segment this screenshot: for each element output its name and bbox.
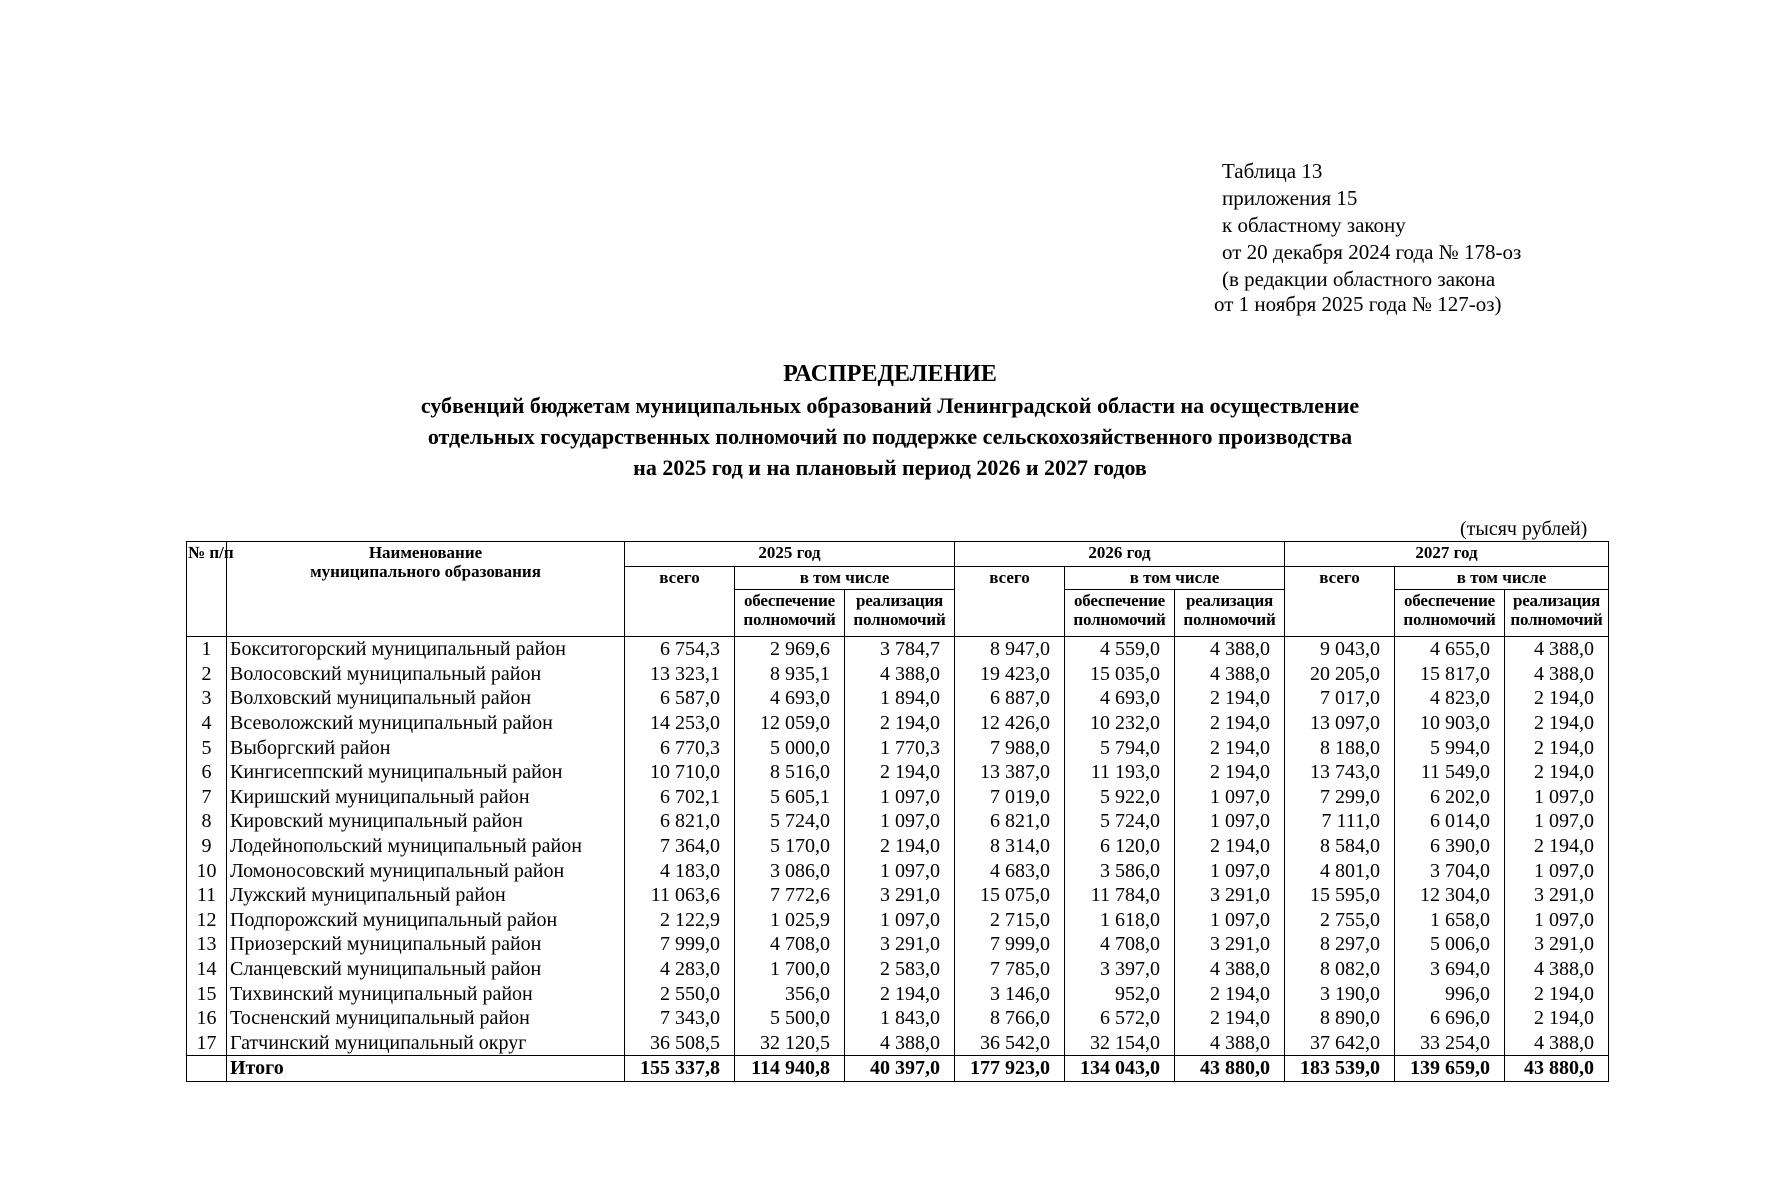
value-cell: 11 193,0 — [1065, 760, 1175, 785]
value-cell: 2 550,0 — [625, 981, 735, 1006]
header-support: обеспечение полномочий — [735, 590, 845, 637]
value-cell: 8 314,0 — [955, 834, 1065, 859]
header-realization: реализация полномочий — [1175, 590, 1285, 637]
header-year: 2026 год — [955, 542, 1285, 567]
value-cell: 1 770,3 — [845, 735, 955, 760]
total-value-cell: 155 337,8 — [625, 1056, 735, 1082]
document-title — [0, 358, 1780, 483]
value-cell: 7 111,0 — [1285, 809, 1395, 834]
header-including: в том числе — [1065, 567, 1285, 590]
value-cell: 8 935,1 — [735, 662, 845, 687]
value-cell: 6 754,3 — [625, 637, 735, 662]
value-cell: 1 097,0 — [1175, 809, 1285, 834]
total-num-cell — [187, 1056, 227, 1082]
value-cell: 6 014,0 — [1395, 809, 1505, 834]
municipality-name: Кировский муниципальный район — [227, 809, 625, 834]
header-realization: реализация полномочий — [1505, 590, 1609, 637]
value-cell: 8 082,0 — [1285, 957, 1395, 982]
table-body — [187, 637, 1609, 1082]
row-number: 2 — [187, 662, 227, 687]
value-cell: 1 700,0 — [735, 957, 845, 982]
value-cell: 36 542,0 — [955, 1031, 1065, 1056]
value-cell: 4 388,0 — [1175, 1031, 1285, 1056]
row-number: 17 — [187, 1031, 227, 1056]
value-cell: 4 388,0 — [1175, 957, 1285, 982]
municipality-name: Тихвинский муниципальный район — [227, 981, 625, 1006]
value-cell: 15 595,0 — [1285, 883, 1395, 908]
value-cell: 32 120,5 — [735, 1031, 845, 1056]
value-cell: 5 605,1 — [735, 785, 845, 810]
value-cell: 19 423,0 — [955, 662, 1065, 687]
value-cell: 2 194,0 — [845, 834, 955, 859]
units-note: (тысяч рублей) — [1460, 518, 1588, 540]
value-cell: 3 086,0 — [735, 858, 845, 883]
value-cell: 1 097,0 — [845, 785, 955, 810]
value-cell: 2 194,0 — [1175, 711, 1285, 736]
total-value-cell: 134 043,0 — [1065, 1056, 1175, 1082]
value-cell: 4 801,0 — [1285, 858, 1395, 883]
header-support: обеспечение полномочий — [1065, 590, 1175, 637]
value-cell: 6 572,0 — [1065, 1006, 1175, 1031]
table-row — [187, 809, 1609, 834]
value-cell: 1 097,0 — [845, 809, 955, 834]
value-cell: 4 823,0 — [1395, 686, 1505, 711]
row-number: 14 — [187, 957, 227, 982]
value-cell: 13 323,1 — [625, 662, 735, 687]
attachment-line: приложения 15 — [1222, 186, 1358, 210]
value-cell: 2 194,0 — [1175, 1006, 1285, 1031]
municipality-name: Бокситогорский муниципальный район — [227, 637, 625, 662]
value-cell: 4 655,0 — [1395, 637, 1505, 662]
header-year: 2025 год — [625, 542, 955, 567]
total-value-cell: 177 923,0 — [955, 1056, 1065, 1082]
value-cell: 15 035,0 — [1065, 662, 1175, 687]
value-cell: 2 583,0 — [845, 957, 955, 982]
value-cell: 9 043,0 — [1285, 637, 1395, 662]
row-number: 10 — [187, 858, 227, 883]
value-cell: 1 618,0 — [1065, 908, 1175, 933]
table-row — [187, 1006, 1609, 1031]
value-cell: 5 724,0 — [735, 809, 845, 834]
value-cell: 5 500,0 — [735, 1006, 845, 1031]
distribution-table — [186, 541, 1609, 1082]
row-number: 5 — [187, 735, 227, 760]
value-cell: 3 146,0 — [955, 981, 1065, 1006]
header-year: 2027 год — [1285, 542, 1609, 567]
table-row — [187, 1031, 1609, 1056]
value-cell: 20 205,0 — [1285, 662, 1395, 687]
value-cell: 2 194,0 — [1175, 686, 1285, 711]
total-value-cell: 40 397,0 — [845, 1056, 955, 1082]
value-cell: 6 770,3 — [625, 735, 735, 760]
header-realization: реализация полномочий — [845, 590, 955, 637]
header-total: всего — [955, 567, 1065, 637]
value-cell: 7 772,6 — [735, 883, 845, 908]
value-cell: 6 120,0 — [1065, 834, 1175, 859]
value-cell: 8 188,0 — [1285, 735, 1395, 760]
value-cell: 4 388,0 — [1175, 662, 1285, 687]
value-cell: 10 232,0 — [1065, 711, 1175, 736]
value-cell: 12 304,0 — [1395, 883, 1505, 908]
value-cell: 3 291,0 — [845, 932, 955, 957]
row-number: 8 — [187, 809, 227, 834]
value-cell: 13 743,0 — [1285, 760, 1395, 785]
value-cell: 5 922,0 — [1065, 785, 1175, 810]
value-cell: 2 969,6 — [735, 637, 845, 662]
value-cell: 3 190,0 — [1285, 981, 1395, 1006]
value-cell: 13 097,0 — [1285, 711, 1395, 736]
total-row — [187, 1056, 1609, 1082]
value-cell: 1 097,0 — [1505, 809, 1609, 834]
value-cell: 4 693,0 — [735, 686, 845, 711]
value-cell: 1 843,0 — [845, 1006, 955, 1031]
value-cell: 3 291,0 — [1505, 883, 1609, 908]
attachment-note — [1214, 158, 1522, 316]
row-number: 12 — [187, 908, 227, 933]
municipality-name: Сланцевский муниципальный район — [227, 957, 625, 982]
value-cell: 7 019,0 — [955, 785, 1065, 810]
value-cell: 2 194,0 — [845, 760, 955, 785]
value-cell: 3 291,0 — [1175, 883, 1285, 908]
value-cell: 4 388,0 — [1505, 662, 1609, 687]
attachment-line: (в редакции областного закона — [1222, 267, 1496, 291]
value-cell: 5 170,0 — [735, 834, 845, 859]
value-cell: 996,0 — [1395, 981, 1505, 1006]
value-cell: 8 890,0 — [1285, 1006, 1395, 1031]
value-cell: 7 999,0 — [625, 932, 735, 957]
table-row — [187, 908, 1609, 933]
value-cell: 3 291,0 — [1175, 932, 1285, 957]
value-cell: 1 097,0 — [1505, 858, 1609, 883]
value-cell: 4 388,0 — [845, 662, 955, 687]
value-cell: 1 658,0 — [1395, 908, 1505, 933]
value-cell: 6 821,0 — [625, 809, 735, 834]
value-cell: 15 075,0 — [955, 883, 1065, 908]
attachment-line: Таблица 13 — [1222, 159, 1323, 183]
value-cell: 3 397,0 — [1065, 957, 1175, 982]
value-cell: 2 194,0 — [1175, 834, 1285, 859]
value-cell: 14 253,0 — [625, 711, 735, 736]
value-cell: 4 693,0 — [1065, 686, 1175, 711]
value-cell: 4 559,0 — [1065, 637, 1175, 662]
value-cell: 3 694,0 — [1395, 957, 1505, 982]
municipality-name: Гатчинский муниципальный округ — [227, 1031, 625, 1056]
attachment-line: от 1 ноября 2025 года № 127-оз) — [1214, 292, 1502, 316]
value-cell: 3 784,7 — [845, 637, 955, 662]
total-value-cell: 43 880,0 — [1175, 1056, 1285, 1082]
table-row — [187, 735, 1609, 760]
municipality-name: Подпорожский муниципальный район — [227, 908, 625, 933]
value-cell: 4 388,0 — [1505, 1031, 1609, 1056]
table-row — [187, 858, 1609, 883]
table-row — [187, 932, 1609, 957]
table-row — [187, 981, 1609, 1006]
value-cell: 10 710,0 — [625, 760, 735, 785]
total-label: Итого — [227, 1056, 625, 1082]
value-cell: 6 887,0 — [955, 686, 1065, 711]
value-cell: 1 097,0 — [845, 908, 955, 933]
value-cell: 36 508,5 — [625, 1031, 735, 1056]
value-cell: 7 017,0 — [1285, 686, 1395, 711]
value-cell: 1 097,0 — [1175, 858, 1285, 883]
total-value-cell: 183 539,0 — [1285, 1056, 1395, 1082]
title-line: отдельных государственных полномочий по поддержке сельскохозяйственного производства — [427, 424, 1353, 449]
header-name — [227, 542, 625, 637]
value-cell: 952,0 — [1065, 981, 1175, 1006]
value-cell: 1 097,0 — [1175, 785, 1285, 810]
municipality-name: Волосовский муниципальный район — [227, 662, 625, 687]
municipality-name: Волховский муниципальный район — [227, 686, 625, 711]
row-number: 3 — [187, 686, 227, 711]
municipality-name: Приозерский муниципальный район — [227, 932, 625, 957]
municipality-name: Ломоносовский муниципальный район — [227, 858, 625, 883]
value-cell: 1 097,0 — [845, 858, 955, 883]
value-cell: 6 390,0 — [1395, 834, 1505, 859]
title-line: субвенций бюджетам муниципальных образований Ленинградской области на осуществление — [420, 393, 1360, 418]
value-cell: 6 702,1 — [625, 785, 735, 810]
value-cell: 4 708,0 — [735, 932, 845, 957]
attachment-line: от 20 декабря 2024 года № 178-оз — [1222, 240, 1522, 264]
value-cell: 7 988,0 — [955, 735, 1065, 760]
header-support: обеспечение полномочий — [1395, 590, 1505, 637]
total-value-cell: 114 940,8 — [735, 1056, 845, 1082]
municipality-name: Кингисеппский муниципальный район — [227, 760, 625, 785]
header-total: всего — [625, 567, 735, 637]
value-cell: 6 821,0 — [955, 809, 1065, 834]
value-cell: 3 704,0 — [1395, 858, 1505, 883]
value-cell: 7 299,0 — [1285, 785, 1395, 810]
value-cell: 6 696,0 — [1395, 1006, 1505, 1031]
value-cell: 2 194,0 — [1505, 981, 1609, 1006]
row-number: 9 — [187, 834, 227, 859]
value-cell: 12 426,0 — [955, 711, 1065, 736]
municipality-name: Лодейнопольский муниципальный район — [227, 834, 625, 859]
value-cell: 3 291,0 — [845, 883, 955, 908]
value-cell: 15 817,0 — [1395, 662, 1505, 687]
value-cell: 8 584,0 — [1285, 834, 1395, 859]
value-cell: 5 006,0 — [1395, 932, 1505, 957]
value-cell: 37 642,0 — [1285, 1031, 1395, 1056]
header-name-line: Наименование — [368, 543, 483, 562]
value-cell: 1 097,0 — [1505, 785, 1609, 810]
title-line: на 2025 год и на плановый период 2026 и 2027 годов — [633, 455, 1147, 480]
value-cell: 2 194,0 — [1505, 711, 1609, 736]
municipality-name: Лужский муниципальный район — [227, 883, 625, 908]
value-cell: 3 291,0 — [1505, 932, 1609, 957]
value-cell: 11 063,6 — [625, 883, 735, 908]
municipality-name: Тосненский муниципальный район — [227, 1006, 625, 1031]
value-cell: 13 387,0 — [955, 760, 1065, 785]
value-cell: 11 549,0 — [1395, 760, 1505, 785]
table-row — [187, 957, 1609, 982]
table-row — [187, 686, 1609, 711]
value-cell: 2 194,0 — [1505, 760, 1609, 785]
value-cell: 2 194,0 — [1505, 834, 1609, 859]
table-row — [187, 883, 1609, 908]
value-cell: 33 254,0 — [1395, 1031, 1505, 1056]
value-cell: 2 122,9 — [625, 908, 735, 933]
value-cell: 6 587,0 — [625, 686, 735, 711]
header-total: всего — [1285, 567, 1395, 637]
value-cell: 8 766,0 — [955, 1006, 1065, 1031]
header-including: в том числе — [1395, 567, 1609, 590]
value-cell: 4 388,0 — [1175, 637, 1285, 662]
row-number: 4 — [187, 711, 227, 736]
value-cell: 7 785,0 — [955, 957, 1065, 982]
value-cell: 8 947,0 — [955, 637, 1065, 662]
value-cell: 2 755,0 — [1285, 908, 1395, 933]
attachment-line: к областному закону — [1222, 213, 1406, 237]
table-row — [187, 834, 1609, 859]
value-cell: 4 388,0 — [845, 1031, 955, 1056]
value-cell: 2 715,0 — [955, 908, 1065, 933]
value-cell: 4 183,0 — [625, 858, 735, 883]
table-row — [187, 785, 1609, 810]
value-cell: 10 903,0 — [1395, 711, 1505, 736]
value-cell: 4 283,0 — [625, 957, 735, 982]
value-cell: 1 097,0 — [1505, 908, 1609, 933]
header-including: в том числе — [735, 567, 955, 590]
total-value-cell: 139 659,0 — [1395, 1056, 1505, 1082]
title-main: РАСПРЕДЕЛЕНИЕ — [783, 361, 997, 387]
value-cell: 3 586,0 — [1065, 858, 1175, 883]
table-row — [187, 711, 1609, 736]
value-cell: 2 194,0 — [1505, 1006, 1609, 1031]
row-number: 16 — [187, 1006, 227, 1031]
municipality-name: Киришский муниципальный район — [227, 785, 625, 810]
row-number: 15 — [187, 981, 227, 1006]
value-cell: 32 154,0 — [1065, 1031, 1175, 1056]
value-cell: 356,0 — [735, 981, 845, 1006]
value-cell: 5 724,0 — [1065, 809, 1175, 834]
value-cell: 1 025,9 — [735, 908, 845, 933]
value-cell: 2 194,0 — [1505, 735, 1609, 760]
value-cell: 4 388,0 — [1505, 957, 1609, 982]
value-cell: 2 194,0 — [845, 711, 955, 736]
table-row — [187, 760, 1609, 785]
value-cell: 5 794,0 — [1065, 735, 1175, 760]
value-cell: 1 894,0 — [845, 686, 955, 711]
row-number: 7 — [187, 785, 227, 810]
value-cell: 6 202,0 — [1395, 785, 1505, 810]
value-cell: 1 097,0 — [1175, 908, 1285, 933]
header-name-line: муниципального образования — [310, 562, 541, 581]
municipality-name: Всеволожский муниципальный район — [227, 711, 625, 736]
value-cell: 8 516,0 — [735, 760, 845, 785]
row-number: 1 — [187, 637, 227, 662]
value-cell: 8 297,0 — [1285, 932, 1395, 957]
value-cell: 2 194,0 — [1505, 686, 1609, 711]
value-cell: 7 999,0 — [955, 932, 1065, 957]
value-cell: 2 194,0 — [845, 981, 955, 1006]
value-cell: 4 388,0 — [1505, 637, 1609, 662]
value-cell: 2 194,0 — [1175, 760, 1285, 785]
value-cell: 5 994,0 — [1395, 735, 1505, 760]
total-value-cell: 43 880,0 — [1505, 1056, 1609, 1082]
table-row — [187, 637, 1609, 662]
row-number: 11 — [187, 883, 227, 908]
municipality-name: Выборгский район — [227, 735, 625, 760]
value-cell: 4 708,0 — [1065, 932, 1175, 957]
table-row — [187, 662, 1609, 687]
row-number: 13 — [187, 932, 227, 957]
value-cell: 12 059,0 — [735, 711, 845, 736]
value-cell: 2 194,0 — [1175, 735, 1285, 760]
row-number: 6 — [187, 760, 227, 785]
value-cell: 4 683,0 — [955, 858, 1065, 883]
value-cell: 11 784,0 — [1065, 883, 1175, 908]
value-cell: 5 000,0 — [735, 735, 845, 760]
header-num: № п/п — [187, 542, 227, 637]
value-cell: 7 343,0 — [625, 1006, 735, 1031]
value-cell: 2 194,0 — [1175, 981, 1285, 1006]
value-cell: 7 364,0 — [625, 834, 735, 859]
